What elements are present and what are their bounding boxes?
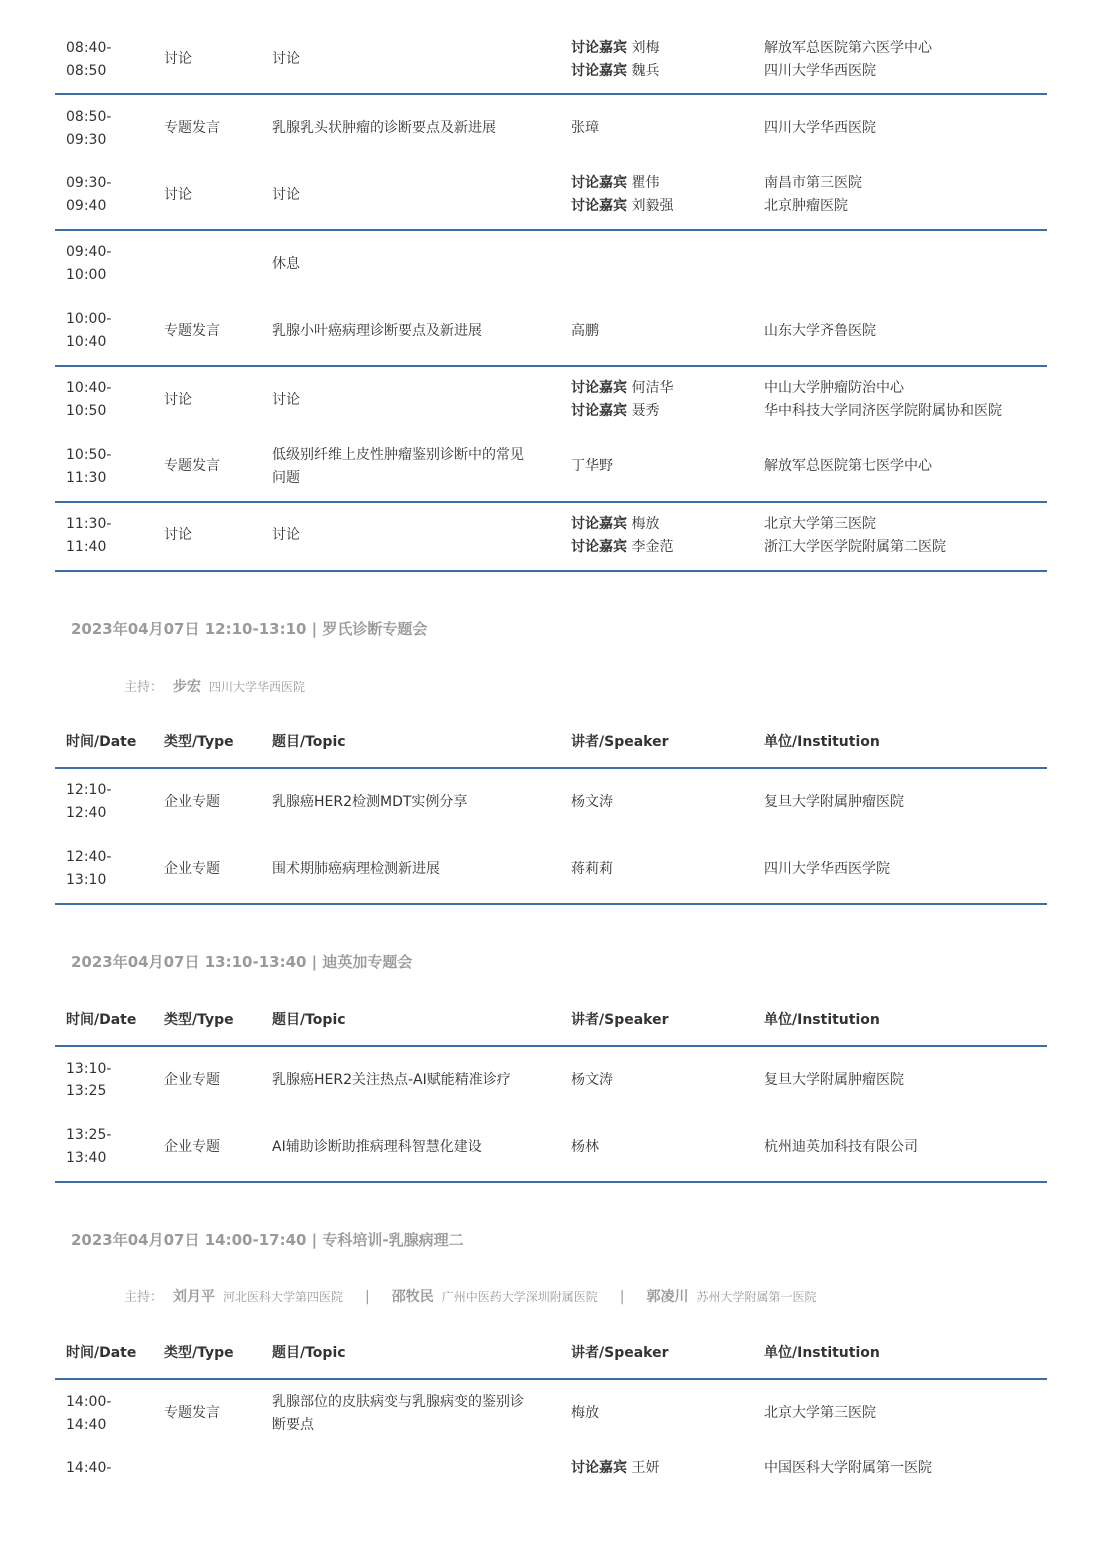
time-end: 11:40 [66, 539, 107, 555]
session-type: 专题发言 [164, 323, 220, 339]
col-header-topic: 题目/Topic [272, 734, 346, 750]
topic: 乳腺部位的皮肤病变与乳腺病变的鉴别诊 [272, 1394, 524, 1410]
topic: 乳腺乳头状肿瘤的诊断要点及新进展 [272, 120, 496, 136]
discussant-name: 何洁华 [631, 380, 674, 396]
discussant-label: 讨论嘉宾 [571, 1460, 627, 1476]
header-rule [55, 1045, 1047, 1047]
time-start: 13:25- [66, 1127, 112, 1143]
topic: 乳腺小叶癌病理诊断要点及新进展 [272, 323, 482, 339]
host-institution: 河北医科大学第四医院 [223, 1290, 344, 1304]
time-start: 11:30- [66, 516, 112, 532]
col-header-institution: 单位/Institution [764, 734, 880, 750]
col-header-topic: 题目/Topic [272, 1012, 346, 1028]
time-start: 13:10- [66, 1061, 112, 1077]
speaker: 蒋莉莉 [571, 861, 613, 877]
institution: 北京大学第三医院 [764, 516, 876, 532]
topic: AI辅助诊断助推病理科智慧化建设 [272, 1139, 482, 1155]
discussant-name: 聂秀 [631, 403, 660, 419]
institution: 华中科技大学同济医学院附属协和医院 [764, 403, 1002, 419]
institution: 南昌市第三医院 [764, 175, 862, 191]
host-name: 郭凌川 [646, 1289, 689, 1305]
institution: 复旦大学附属肿瘤医院 [764, 794, 904, 810]
host-line [124, 676, 305, 696]
discussant-name: 梅放 [631, 516, 660, 532]
session-type: 专题发言 [164, 458, 220, 474]
col-header-institution: 单位/Institution [764, 1345, 880, 1361]
col-header-speaker: 讲者/Speaker [571, 734, 669, 750]
institution: 解放军总医院第七医学中心 [764, 458, 932, 474]
table-bottom-rule [55, 570, 1047, 572]
time-start: 09:40- [66, 244, 112, 260]
time-end: 08:50 [66, 63, 107, 79]
time-start: 10:00- [66, 311, 112, 327]
speaker: 高鹏 [571, 323, 599, 339]
session-type: 讨论 [164, 392, 192, 408]
session-type: 讨论 [164, 187, 192, 203]
speaker: 杨文涛 [571, 794, 613, 810]
institution: 山东大学齐鲁医院 [764, 323, 876, 339]
col-header-topic: 题目/Topic [272, 1345, 346, 1361]
time-end: 13:10 [66, 872, 107, 888]
time-end: 13:25 [66, 1083, 107, 1099]
institution: 北京大学第三医院 [764, 1405, 876, 1421]
host-name: 步宏 [173, 679, 202, 695]
topic-cont: 断要点 [272, 1417, 314, 1433]
discussant-label: 讨论嘉宾 [571, 63, 627, 79]
time-end: 10:50 [66, 403, 107, 419]
session-title: 2023年04月07日 14:00-17:40 | 专科培训-乳腺病理二 [71, 1231, 464, 1249]
time-end: 12:40 [66, 805, 107, 821]
time-start: 14:00- [66, 1394, 112, 1410]
discussant [571, 513, 659, 536]
topic: 乳腺癌HER2检测MDT实例分享 [272, 794, 468, 810]
time-start: 08:50- [66, 109, 112, 125]
topic: 讨论 [272, 527, 300, 543]
speaker: 丁华野 [571, 458, 613, 474]
discussant-name: 王妍 [631, 1460, 660, 1476]
time-end: 10:40 [66, 334, 107, 350]
session-type: 企业专题 [164, 1139, 220, 1155]
discussant-label: 讨论嘉宾 [571, 40, 627, 56]
time-start: 08:40- [66, 40, 112, 56]
topic-cont: 问题 [272, 470, 300, 486]
session-type: 企业专题 [164, 1072, 220, 1088]
col-header-type: 类型/Type [164, 1012, 234, 1028]
session-type: 企业专题 [164, 794, 220, 810]
session-title: 2023年04月07日 12:10-13:10 | 罗氏诊断专题会 [71, 620, 428, 638]
host-label: 主持： [124, 1290, 164, 1305]
host-name: 刘月平 [173, 1289, 216, 1305]
col-header-time: 时间/Date [66, 1345, 137, 1361]
institution: 复旦大学附属肿瘤医院 [764, 1072, 904, 1088]
discussant [571, 37, 659, 60]
institution: 杭州迪英加科技有限公司 [764, 1139, 918, 1155]
table-bottom-rule [55, 1181, 1047, 1183]
discussant [571, 60, 659, 83]
header-rule [55, 767, 1047, 769]
institution: 四川大学华西医院 [764, 120, 876, 136]
discussant-label: 讨论嘉宾 [571, 198, 627, 214]
discussant-name: 刘梅 [631, 40, 660, 56]
col-header-type: 类型/Type [164, 1345, 234, 1361]
time-end: 11:30 [66, 470, 107, 486]
institution: 浙江大学医学院附属第二医院 [764, 539, 946, 555]
time-start: 10:40- [66, 380, 112, 396]
discussant [571, 172, 659, 195]
discussant-name: 刘毅强 [631, 198, 674, 214]
col-header-speaker: 讲者/Speaker [571, 1012, 669, 1028]
topic: 讨论 [272, 392, 300, 408]
discussant-label: 讨论嘉宾 [571, 380, 627, 396]
institution: 北京肿瘤医院 [764, 198, 848, 214]
discussant-name: 魏兵 [631, 63, 660, 79]
host-separator: | [365, 1289, 370, 1305]
institution: 中山大学肿瘤防治中心 [764, 380, 904, 396]
topic: 低级别纤维上皮性肿瘤鉴别诊断中的常见 [272, 447, 524, 463]
discussant-label: 讨论嘉宾 [571, 539, 627, 555]
session-type: 专题发言 [164, 120, 220, 136]
discussant-name: 瞿伟 [631, 175, 660, 191]
session-type: 讨论 [164, 51, 192, 67]
speaker: 张璋 [571, 120, 599, 136]
discussant [571, 400, 659, 423]
host-separator: | [619, 1289, 625, 1305]
header-rule [55, 1378, 1047, 1380]
speaker: 杨文涛 [571, 1072, 613, 1088]
discussant [571, 536, 673, 559]
row-divider [55, 365, 1047, 367]
discussant [571, 1457, 659, 1480]
host-name: 邵牧民 [391, 1289, 434, 1305]
col-header-time: 时间/Date [66, 1012, 137, 1028]
session-title: 2023年04月07日 13:10-13:40 | 迪英加专题会 [71, 953, 413, 971]
host-label: 主持： [124, 680, 164, 695]
col-header-type: 类型/Type [164, 734, 234, 750]
topic: 讨论 [272, 187, 300, 203]
col-header-speaker: 讲者/Speaker [571, 1345, 669, 1361]
time-start: 09:30- [66, 175, 112, 191]
discussant-name: 李金范 [631, 539, 674, 555]
row-divider [55, 501, 1047, 503]
time-start: 10:50- [66, 447, 112, 463]
time-end: 14:40 [66, 1417, 107, 1433]
time-start: 12:40- [66, 849, 112, 865]
speaker: 梅放 [571, 1405, 599, 1421]
time-end: 09:30 [66, 132, 107, 148]
session-type: 企业专题 [164, 861, 220, 877]
topic: 讨论 [272, 51, 300, 67]
discussant-label: 讨论嘉宾 [571, 403, 627, 419]
row-divider [55, 93, 1047, 95]
session-type: 讨论 [164, 527, 192, 543]
time-start: 12:10- [66, 782, 112, 798]
session-type: 专题发言 [164, 1405, 220, 1421]
discussant [571, 377, 673, 400]
institution: 四川大学华西医院 [764, 63, 876, 79]
host-line [124, 1286, 817, 1306]
topic: 乳腺癌HER2关注热点-AI赋能精准诊疗 [272, 1072, 511, 1088]
topic: 休息 [272, 256, 300, 272]
institution: 中国医科大学附属第一医院 [764, 1460, 932, 1476]
discussant [571, 195, 673, 218]
time-end: 09:40 [66, 198, 107, 214]
institution: 四川大学华西医学院 [764, 861, 890, 877]
discussant-label: 讨论嘉宾 [571, 175, 627, 191]
speaker: 杨林 [571, 1139, 599, 1155]
col-header-institution: 单位/Institution [764, 1012, 880, 1028]
row-divider [55, 229, 1047, 231]
table-bottom-rule [55, 903, 1047, 905]
institution: 解放军总医院第六医学中心 [764, 40, 932, 56]
time-end: 13:40 [66, 1150, 107, 1166]
col-header-time: 时间/Date [66, 734, 137, 750]
host-institution: 四川大学华西医院 [209, 680, 306, 694]
topic: 围术期肺癌病理检测新进展 [272, 861, 440, 877]
host-institution: 苏州大学附属第一医院 [696, 1290, 817, 1304]
time-end: 10:00 [66, 267, 107, 283]
time-start: 14:40- [66, 1460, 112, 1476]
discussant-label: 讨论嘉宾 [571, 516, 627, 532]
host-institution: 广州中医药大学深圳附属医院 [441, 1290, 598, 1304]
